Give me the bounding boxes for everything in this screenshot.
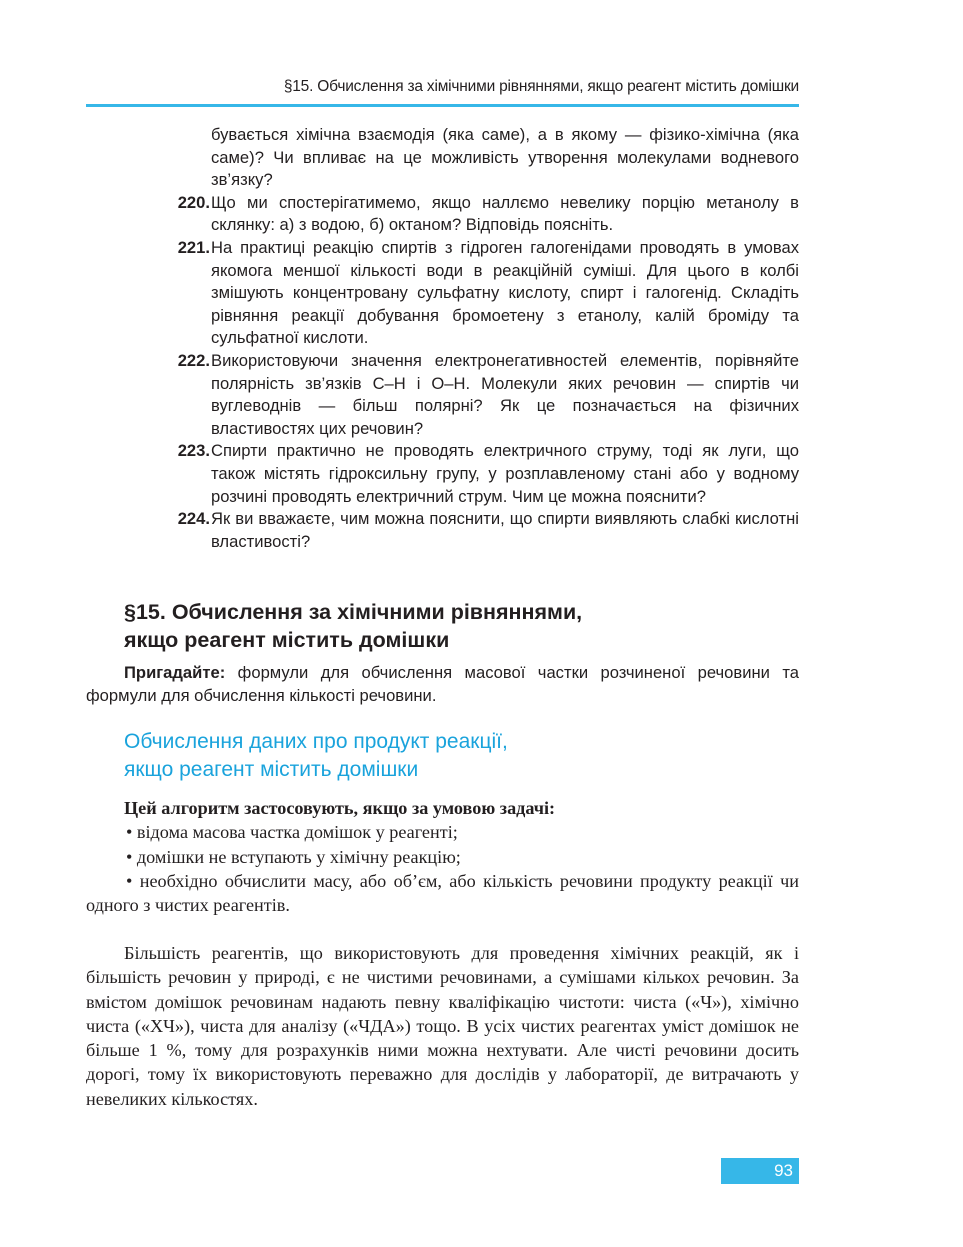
algorithm-item: • необхідно обчислити масу, або об’єм, або кількість речовини продукту реакції чи одного з чистих реагентів. — [86, 870, 799, 916]
exercise-item — [86, 350, 799, 440]
exercise-number: 220. — [177, 192, 210, 212]
algorithm-item: • відома масова частка домішок у реагенті; — [126, 822, 458, 843]
recall-label: Пригадайте: — [124, 663, 226, 682]
exercise-item — [86, 440, 799, 508]
section-title — [124, 598, 799, 654]
exercise-text: бувається хімічна взаємодія (яка саме), а в якому — фізико-хімічна (яка саме)? Чи впливає на це можливість утворення молекулами водневого зв’язку? — [211, 125, 799, 190]
exercise-text: Як ви вважаєте, чим можна пояснити, що спирти виявляють слабкі кислотні властивості? — [211, 509, 799, 551]
exercise-number: 223. — [177, 441, 210, 461]
subheading-line: якщо реагент містить домішки — [124, 758, 419, 781]
page-number: 93 — [721, 1158, 799, 1184]
exercise-text: Спирти практично не проводять електричного струму, тоді як луги, що також містять гідроксильну групу, у розплавленому стані або у водному розчині проводять електричний струм. Чим це можна пояснити? — [211, 441, 799, 506]
exercise-number — [86, 124, 211, 192]
body-paragraph: Більшість реагентів, що використовують для проведення хімічних реакцій, як і більшість речовин у природі, є не чистими речовинами, а сумішами кількох речовин. За вмістом домішок речовинам надають певну кваліфікацію чистоти: чиста («Ч»), хімічно чиста («ХЧ»), чиста для аналізу («ЧДА») тощо. В усіх чистих реагентах уміст домішок не більше 1 %, тому для розрахунків ними можна нехтувати. Але чисті речовини досить дорогі, тому їх використовують переважно для дослідів у лабораторії, де витрачають у невеликих кількостях. — [86, 943, 799, 1109]
exercise-item — [86, 237, 799, 350]
exercise-number: 221. — [177, 237, 210, 257]
subheading-line: Обчислення даних про продукт реакції, — [124, 730, 508, 753]
recall-note — [86, 662, 799, 707]
algorithm-block — [86, 796, 799, 917]
exercise-text: Що ми спостерігатимемо, якщо наллємо невелику порцію метанолу в склянку: а) з водою, б) октаном? Відповідь поясніть. — [211, 192, 799, 235]
section-title-line: якщо реагент містить домішки — [124, 628, 450, 652]
exercise-number: 224. — [177, 509, 210, 529]
header-rule — [86, 104, 799, 107]
running-head: §15. Обчислення за хімічними рівняннями, якщо реагент містить домішки — [283, 78, 799, 95]
exercise-item — [86, 124, 799, 192]
exercise-text: Використовуючи значення електронегативностей елементів, порівняйте полярність зв’язків С–Н і О–Н. Молекули яких речовин — спиртів чи вуглеводнів — більш полярні? Як це позначається на фізичних властивостях цих речовин? — [211, 350, 799, 438]
exercise-item — [86, 192, 799, 237]
exercise-list — [86, 124, 799, 553]
algorithm-lead: Цей алгоритм застосовують, якщо за умовою задачі: — [124, 798, 556, 818]
exercise-number: 222. — [177, 350, 210, 370]
exercise-item — [86, 508, 799, 553]
recall-text: формули для обчислення масової частки розчиненої речовини та формули для обчислення кількості речовини. — [86, 663, 799, 705]
algorithm-item: • домішки не вступають у хімічну реакцію; — [126, 846, 461, 867]
exercise-text: На практиці реакцію спиртів з гідроген галогенідами проводять в умовах якомога меншої кількості води в реакційній суміші. Для цього в колбі змішують концентровану сульфатну кислоту, спирт і галогенід. Складіть рівняння реакції добування бромоетену з етанолу, калій броміду та сульфатної кислоти. — [211, 237, 799, 348]
subheading — [124, 728, 799, 784]
section-title-line: §15. Обчислення за хімічними рівняннями, — [124, 600, 583, 624]
